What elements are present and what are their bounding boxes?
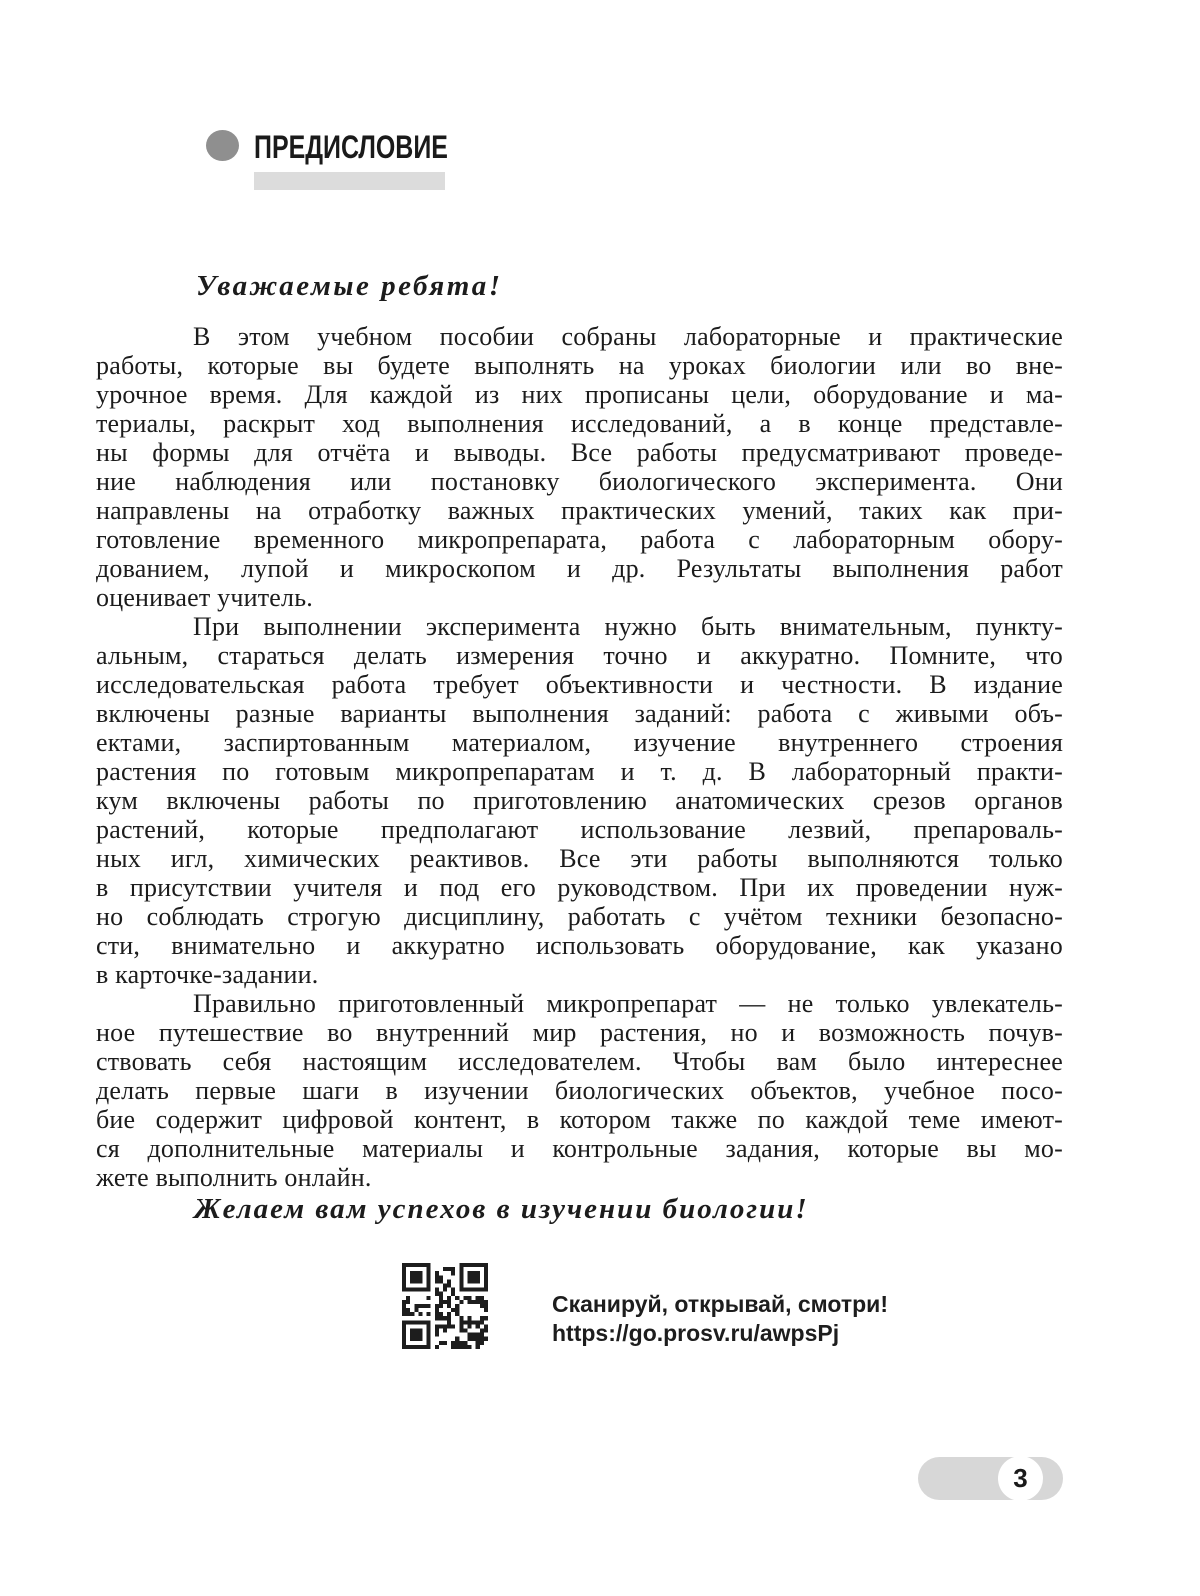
text-line: бие содержит цифровой контент, в котором также по каждой теме имеют- (96, 1105, 1063, 1134)
text-line: в присутствии учителя и под его руководством. При их проведении нуж- (96, 873, 1063, 902)
text-line: дованием, лупой и микроскопом и др. Результаты выполнения работ (96, 554, 1063, 583)
text-line: ся дополнительные материалы и контрольные задания, которые вы мо- (96, 1134, 1063, 1163)
text-line: жете выполнить онлайн. (96, 1163, 372, 1192)
text-line: в карточке-задании. (96, 960, 319, 989)
qr-text-block (552, 1290, 888, 1349)
qr-code-icon (402, 1263, 488, 1349)
text-line: растений, которые предполагают использование лезвий, препароваль- (96, 815, 1063, 844)
text-line: ны формы для отчёта и выводы. Все работы предусматривают проведе- (96, 438, 1063, 467)
page-number-pill (918, 1457, 1063, 1500)
qr-url-link[interactable]: https://go.prosv.ru/awpsPj (552, 1320, 840, 1346)
text-line: ствовать себя настоящим исследователем. Чтобы вам было интереснее (96, 1047, 1063, 1076)
text-line: При выполнении эксперимента нужно быть внимательным, пункту- (193, 612, 1063, 641)
section-title: ПРЕДИСЛОВИЕ (254, 129, 448, 165)
page-number: 3 (1013, 1463, 1028, 1493)
text-line: но соблюдать строгую дисциплину, работать с учётом техники безопасно- (96, 902, 1063, 931)
salutation-heading: Уважаемые ребята! (196, 270, 503, 302)
text-line: готовление временного микропрепарата, работа с лабораторным обору- (96, 525, 1063, 554)
title-underline-bar (254, 172, 445, 190)
qr-caption: Сканируй, открывай, смотри! (552, 1291, 888, 1317)
text-line: сти, внимательно и аккуратно использовать оборудование, как указано (96, 931, 1063, 960)
text-line: растения по готовым микропрепаратам и т. д. В лабораторный практи- (96, 757, 1063, 786)
text-line: ектами, заспиртованным материалом, изучение внутреннего строения (96, 728, 1063, 757)
text-line: ных игл, химических реактивов. Все эти работы выполняются только (96, 844, 1063, 873)
text-line: ние наблюдения или постановку биологического эксперимента. Они (96, 467, 1063, 496)
paragraphs (96, 322, 1063, 1192)
text-line: альным, стараться делать измерения точно и аккуратно. Помните, что (96, 641, 1063, 670)
text-line: оценивает учитель. (96, 583, 313, 612)
text-line: включены разные варианты выполнения заданий: работа с живыми объ- (96, 699, 1063, 728)
closing-line: Желаем вам успехов в изучении биологии! (194, 1193, 809, 1225)
body-text-column (96, 271, 1063, 1225)
qr-section (402, 1263, 888, 1349)
text-line: териалы, раскрыт ход выполнения исследований, а в конце представле- (96, 409, 1063, 438)
section-bullet-icon (206, 130, 239, 161)
text-line: ное путешествие во внутренний мир растения, но и возможность почув- (96, 1018, 1063, 1047)
text-line: кум включены работы по приготовлению анатомических срезов органов (96, 786, 1063, 815)
text-line: делать первые шаги в изучении биологических объектов, учебное посо- (96, 1076, 1063, 1105)
text-line: урочное время. Для каждой из них прописаны цели, оборудование и ма- (96, 380, 1063, 409)
text-line: В этом учебном пособии собраны лабораторные и практические (193, 322, 1063, 351)
text-line: исследовательская работа требует объективности и честности. В издание (96, 670, 1063, 699)
text-line: Правильно приготовленный микропрепарат — не только увлекатель- (193, 989, 1063, 1018)
text-line: работы, которые вы будете выполнять на уроках биологии или во вне- (96, 351, 1063, 380)
text-line: направлены на отработку важных практических умений, таких как при- (96, 496, 1063, 525)
page-number-badge (998, 1456, 1043, 1501)
